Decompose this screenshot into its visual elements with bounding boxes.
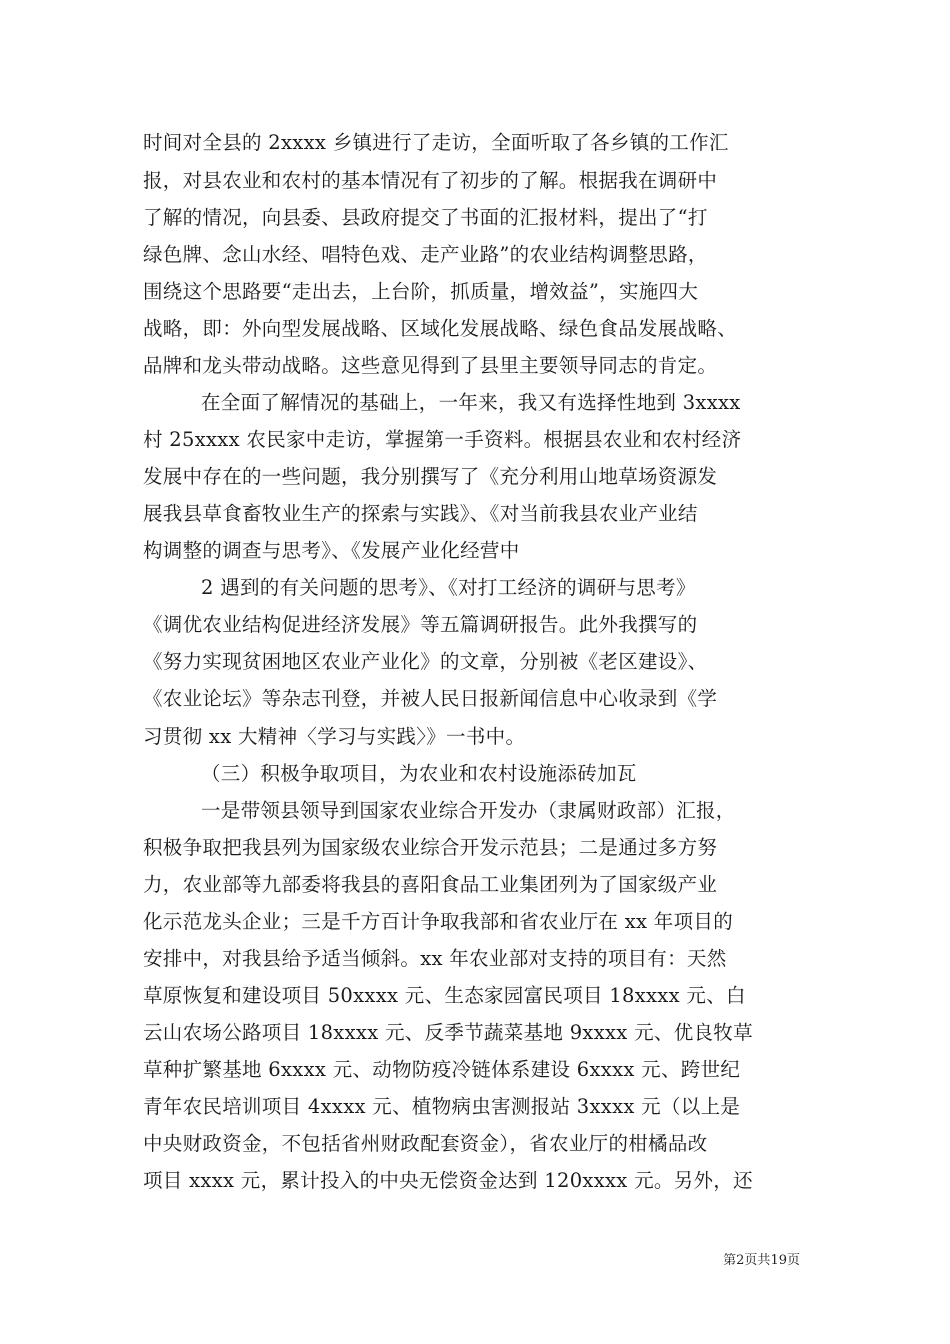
body-line: 围绕这个思路要“走出去，上台阶，抓质量，增效益”，实施四大 bbox=[143, 280, 699, 303]
body-line: 《农业论坛》等杂志刊登，并被人民日报新闻信息中心收录到《学 bbox=[143, 687, 718, 710]
body-line: 绿色牌、念山水经、唱特色戏、走产业路”的农业结构调整思路， bbox=[143, 243, 708, 266]
footer-suffix: 页 bbox=[786, 1253, 800, 1268]
body-line: 构调整的调查与思考》、《发展产业化经营中 bbox=[143, 539, 520, 562]
footer-prefix: 第 bbox=[723, 1253, 737, 1268]
body-line: 青年农民培训项目 4xxxx 元、植物病虫害测报站 3xxxx 元（以上是 bbox=[143, 1095, 741, 1118]
body-line: 战略，即：外向型发展战略、区域化发展战略、绿色食品发展战略、 bbox=[143, 317, 738, 340]
paragraph-first-line: 在全面了解情况的基础上，一年来，我又有选择性地到 3xxxx bbox=[201, 391, 741, 414]
body-line: 发展中存在的一些问题，我分别撰写了《充分利用山地草场资源发 bbox=[143, 465, 718, 488]
section-heading: （三）积极争取项目，为农业和农村设施添砖加瓦 bbox=[201, 762, 637, 785]
paragraph-first-line: 一是带领县领导到国家农业综合开发办（隶属财政部）汇报， bbox=[201, 799, 736, 822]
body-line: 中央财政资金，不包括省州财政配套资金），省农业厅的柑橘品改 bbox=[143, 1132, 708, 1155]
body-line: 了解的情况，向县委、县政府提交了书面的汇报材料，提出了“打 bbox=[143, 206, 708, 229]
page-number-footer bbox=[723, 1249, 800, 1268]
body-line: 《努力实现贫困地区农业产业化》的文章，分别被《老区建设》、 bbox=[143, 650, 708, 673]
body-line: 村 25xxxx 农民家中走访，掌握第一手资料。根据县农业和农村经济 bbox=[143, 428, 742, 451]
body-line: 化示范龙头企业；三是千方百计争取我部和省农业厅在 xx 年项目的 bbox=[143, 910, 733, 933]
footer-current-page: 2 bbox=[736, 1253, 745, 1268]
body-line: 积极争取把我县列为国家级农业综合开发示范县；二是通过多方努 bbox=[143, 836, 718, 859]
body-line: 力，农业部等九部委将我县的喜阳食品工业集团列为了国家级产业 bbox=[143, 873, 718, 896]
body-line: 品牌和龙头带动战略。这些意见得到了县里主要领导同志的肯定。 bbox=[143, 354, 718, 377]
body-line: 《调优农业结构促进经济发展》等五篇调研报告。此外我撰写的 bbox=[143, 613, 698, 636]
footer-middle: 页共 bbox=[744, 1253, 771, 1268]
body-line: 习贯彻 xx 大精神〈学习与实践〉》一书中。 bbox=[143, 725, 526, 748]
body-line: 云山农场公路项目 18xxxx 元、反季节蔬菜基地 9xxxx 元、优良牧草 bbox=[143, 1021, 753, 1044]
body-line: 展我县草食畜牧业生产的探索与实践》、《对当前我县农业产业结 bbox=[143, 502, 698, 525]
body-line: 草原恢复和建设项目 50xxxx 元、生态家园富民项目 18xxxx 元、白 bbox=[143, 984, 746, 1007]
body-line: 2 遇到的有关问题的思考》、《对打工经济的调研与思考》 bbox=[201, 576, 696, 599]
body-line: 时间对全县的 2xxxx 乡镇进行了走访，全面听取了各乡镇的工作汇 bbox=[143, 131, 729, 154]
body-line: 安排中，对我县给予适当倾斜。xx 年农业部对支持的项目有：天然 bbox=[143, 947, 727, 970]
body-line: 项目 xxxx 元，累计投入的中央无偿资金达到 120xxxx 元。另外，还 bbox=[143, 1169, 753, 1192]
footer-total-pages: 19 bbox=[770, 1253, 787, 1268]
body-line: 报，对县农业和农村的基本情况有了初步的了解。根据我在调研中 bbox=[143, 169, 718, 192]
body-line: 草种扩繁基地 6xxxx 元、动物防疫冷链体系建设 6xxxx 元、跨世纪 bbox=[143, 1058, 741, 1081]
